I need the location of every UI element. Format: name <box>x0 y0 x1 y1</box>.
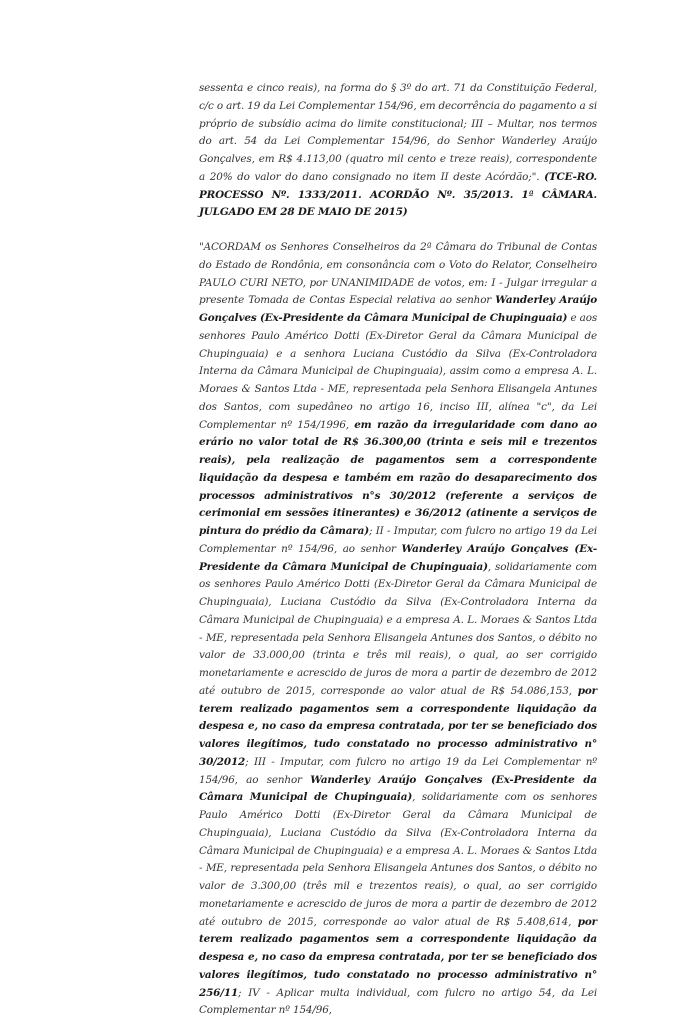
paragraph-acordam <box>199 239 597 1020</box>
citation-bold: (TCE-RO. PROCESSO Nº. 1333/2011. ACORDÃO Nº. 35/2013. 1ª CÂMARA. JULGADO EM 28 DE MAIO DE 2015) <box>199 170 597 219</box>
bold-segment: por terem realizado pagamentos sem a correspondente liquidação da despesa e, no caso da empresa contratada, por ter se beneficiado dos valores ilegítimos, tudo constatado no processo administrativo n° 30/2012 <box>199 684 597 768</box>
document-page <box>199 80 597 1020</box>
bold-segment: por terem realizado pagamentos sem a correspondente liquidação da despesa e, no caso da empresa contratada, por ter se beneficiado dos valores ilegítimos, tudo constatado no processo administrativo n° 256/11 <box>199 915 597 999</box>
bold-segment: Wanderley Araújo Gonçalves (Ex-Presidente da Câmara Municipal de Chupinguaia) <box>199 542 597 573</box>
text-segment: ; III - Imputar, com fulcro no artigo 19 da Lei Complementar nº 154/96, ao senhor <box>199 755 597 786</box>
text-segment: "ACORDAM os Senhores Conselheiros da 2ª Câmara do Tribunal de Contas do Estado de Rondônia, em consonância com o Voto do Relator, Conselheiro PAULO CURI NETO, por UNANIMIDADE de votos, em: I - Julgar irregular a presente Tomada de Contas Especial relativa ao senhor <box>199 241 597 307</box>
bold-segment: Wanderley Araújo Gonçalves (Ex-Presidente da Câmara Municipal de Chupinguaia) <box>199 294 597 324</box>
bold-segment: em razão da irregularidade com dano ao erário no valor total de R$ 36.300,00 (trinta e seis mil e trezentos reais), pela realização de pagamentos sem a correspondente liquidação da despesa e também em razão do desaparecimento dos processos administrativos n°s 30/2012 (referente a serviços de cerimonial em sessões itinerantes) e 36/2012 (atinente a serviços de pintura do prédio da Câmara) <box>199 418 597 537</box>
text-segment: ; II - Imputar, com fulcro no artigo 19 da Lei Complementar nº 154/96, ao senhor <box>199 525 598 555</box>
text-segment: sessenta e cinco reais), na forma do § 3º do art. 71 da Constituição Federal, c/c o art. 19 da Lei Complementar 154/96, em decorrência do pagamento a si próprio de subsídio acima do limite constitucional; III – Multar, nos termos do art. 54 da Lei Complementar 154/96, do Senhor Wanderley Araújo Gonçalves, em R$ 4.113,00 (quatro mil cento e treze reais), correspondente a 20% do valor do dano consignado no item II deste Acórdão;". <box>199 82 597 183</box>
bold-segment: Wanderley Araújo Gonçalves (Ex-Presidente da Câmara Municipal de Chupinguaia) <box>199 773 597 804</box>
text-segment: ; IV - Aplicar multa individual, com fulcro no artigo 54, da Lei Complementar nº 154/96, <box>199 986 597 1017</box>
text-segment: e aos senhores Paulo Américo Dotti (Ex-Diretor Geral da Câmara Municipal de Chupinguaia) e a senhora Luciana Custódio da Silva (Ex-Controladora Interna da Câmara Municipal de Chupinguaia), assim como a empresa A. L. Moraes & Santos Ltda - ME, representada pela Senhora Elisangela Antunes dos Santos, com supedâneo no artigo 16, inciso III, alínea "c", da Lei Complementar nº 154/1996, <box>199 312 598 431</box>
text-segment: , solidariamente com os senhores Paulo Américo Dotti (Ex-Diretor Geral da Câmara Municipal de Chupinguaia), Luciana Custódio da Silva (Ex-Controladora Interna da Câmara Municipal de Chupinguaia) e a empresa A. L. Moraes & Santos Ltda - ME, representada pela Senhora Elisangela Antunes dos Santos, o débito no valor de 33.000,00 (trinta e três mil reais), o qual, ao ser corrigido monetariamente e acrescido de juros de mora a partir de dezembro de 2012 até outubro de 2015, corresponde ao valor atual de R$ 54.086,153, <box>199 560 598 697</box>
text-segment: , solidariamente com os senhores Paulo Américo Dotti (Ex-Diretor Geral da Câmara Municipal de Chupinguaia), Luciana Custódio da Silva (Ex-Controladora Interna da Câmara Municipal de Chupinguaia) e a empresa A. L. Moraes & Santos Ltda - ME, representada pela Senhora Elisangela Antunes dos Santos, o débito no valor de 3.300,00 (três mil e trezentos reais), o qual, ao ser corrigido monetariamente e acrescido de juros de mora a partir de dezembro de 2012 até outubro de 2015, corresponde ao valor atual de R$ 5.408,614, <box>199 791 598 928</box>
paragraph-previous-ruling <box>199 80 597 222</box>
